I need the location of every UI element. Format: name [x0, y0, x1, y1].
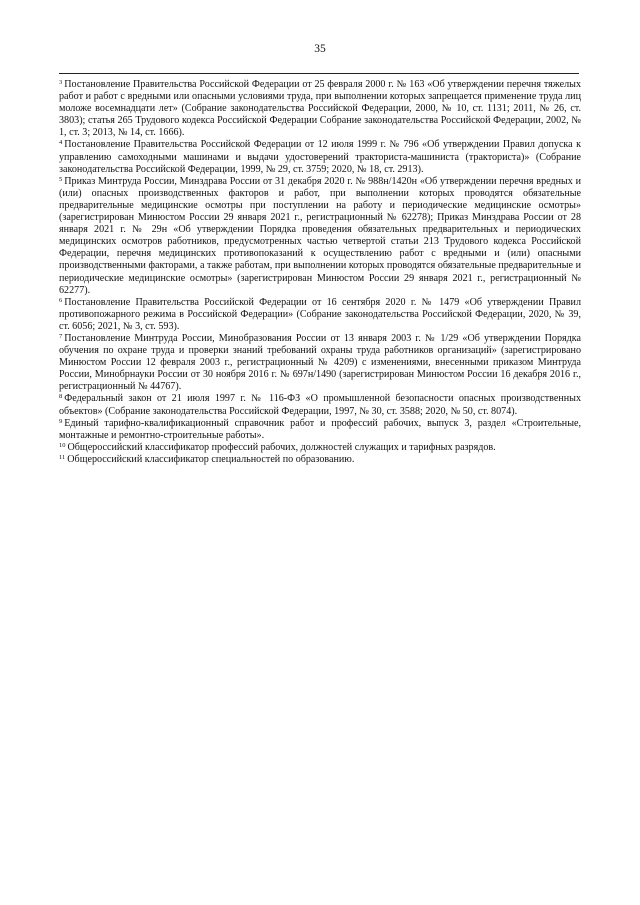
footnote-number: 11	[59, 453, 66, 461]
footnote-5	[59, 176, 581, 297]
footnote-6	[59, 297, 581, 333]
footnote-number: 3	[59, 79, 63, 86]
footnote-text: Постановление Правительства Российской Федерации от 25 февраля 2000 г. № 163 «Об утверждении перечня тяжелых работ и работ с вредными или опасными условиями труда, при выполнении которых запрещается применение труда лиц моложе восемнадцати лет» (Собрание законодательства Российской Федерации, 2000, № 10, ст. 1131; 2011, № 26, ст. 3803); статья 265 Трудового кодекса Российской Федерации Собрание законодательства Российской Федерации, 2002, № 1, ст. 3; 2013, № 14, ст. 1666).	[59, 79, 581, 139]
footnote-10	[59, 442, 581, 454]
footnote-number: 5	[59, 175, 63, 183]
footnote-text: Постановление Правительства Российской Федерации от 12 июля 1999 г. № 796 «Об утверждении Правил допуска к управлению самоходными машинами и выдачи удостоверений тракториста-машиниста (тракториста)» (Собрание законодательства Российской Федерации, 1999, № 29, ст. 3759; 2020, № 18, ст. 2913).	[59, 139, 581, 175]
footnotes-list	[59, 79, 581, 466]
footnote-4	[59, 139, 581, 175]
footnote-separator	[59, 73, 579, 74]
footnote-8	[59, 393, 581, 417]
footnote-7	[59, 333, 581, 393]
footnote-number: 4	[59, 139, 63, 147]
footnote-number: 6	[59, 296, 63, 304]
footnote-3	[59, 79, 581, 139]
footnote-number: 7	[59, 332, 63, 340]
footnote-9	[59, 418, 581, 442]
footnote-number: 10	[59, 441, 66, 449]
footnote-number: 9	[59, 417, 63, 425]
footnote-text: Федеральный закон от 21 июля 1997 г. № 116-ФЗ «О промышленной безопасности опасных производственных объектов» (Собрание законодательства Российской Федерации, 1997, № 30, ст. 3588; 2020, № 50, ст. 8074).	[59, 393, 581, 417]
footnote-text: Постановление Минтруда России, Минобразования России от 13 января 2003 г. № 1/29 «Об утверждении Порядка обучения по охране труда и проверки знаний требований охраны труда работников организаций» (зарегистрировано Минюстом России 12 февраля 2003 г., регистрационный № 4209) с изменениями, внесенными приказом Минтруда России, Минобрнауки России от 30 ноября 2016 г. № 697н/1490 (зарегистрирован Минюстом России 16 декабря 2016 г., регистрационный № 44767).	[59, 332, 581, 393]
footnote-11	[59, 454, 581, 466]
footnote-text: Общероссийский классификатор специальностей по образованию.	[67, 453, 355, 465]
footnote-text: Приказ Минтруда России, Минздрава России от 31 декабря 2020 г. № 988н/1420н «Об утверждении перечня вредных и (или) опасных производственных факторов и работ, при выполнении которых проводятся обязательные предварительные медицинские осмотры при поступлении на работу и периодические медицинские осмотры» (зарегистрирован Минюстом России 29 января 2021 г., регистрационный № 62278); Приказ Минздрава России от 28 января 2021 г. № 29н «Об утверждении Порядка проведения обязательных предварительных и периодических медицинских осмотров работников, предусмотренных частью четвертой статьи 213 Трудового кодекса Российской Федерации, перечня медицинских противопоказаний к осуществлению работ с вредными и (или) опасными производственными факторами, а также работам, при выполнении которых проводятся обязательные предварительные и периодические медицинские осмотры» (зарегистрирован Минюстом России 29 января 2021 г., регистрационный № 62277).	[59, 175, 581, 296]
footnote-text: Единый тарифно-квалификационный справочник работ и профессий рабочих, выпуск 3, раздел «Строительные, монтажные и ремонтно-строительные работы».	[59, 417, 581, 441]
footnote-text: Постановление Правительства Российской Федерации от 16 сентября 2020 г. № 1479 «Об утверждении Правил противопожарного режима в Российской Федерации» (Собрание законодательства Российской Федерации, 2020, № 39, ст. 6056; 2021, № 3, ст. 593).	[59, 296, 581, 332]
footnote-number: 8	[59, 393, 63, 401]
page-number: 35	[314, 43, 326, 55]
footnote-text: Общероссийский классификатор профессий рабочих, должностей служащих и тарифных разрядов.	[67, 441, 496, 453]
